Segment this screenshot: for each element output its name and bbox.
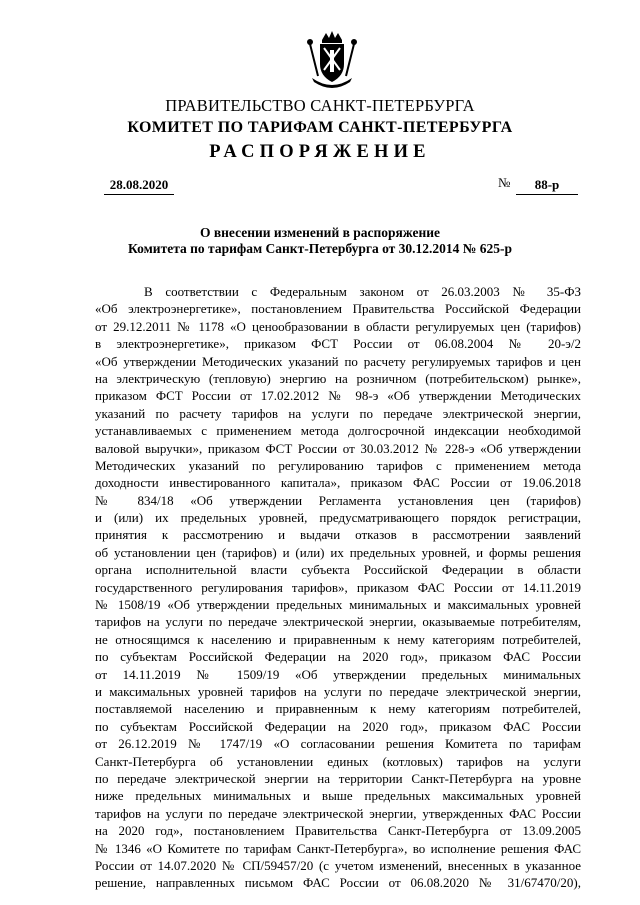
government-title: ПРАВИТЕЛЬСТВО САНКТ-ПЕТЕРБУРГА bbox=[165, 96, 475, 115]
body-text-line: указаний по расчету тарифов на услуги по передаче электрической энергии, bbox=[95, 405, 581, 421]
body-text-line: по субъектам Российской Федерации на 2020 год», приказом ФАС России bbox=[95, 649, 581, 665]
subject-line: Комитета по тарифам Санкт-Петербурга от 30.12.2014 № 625-р bbox=[128, 241, 512, 256]
body-text-line: доходности инвестированного капитала», приказом ФАС России от 19.06.2018 bbox=[95, 475, 581, 491]
body-text-line: об установлении цен (тарифов) и (или) их предельных уровней, и формы решения bbox=[95, 544, 581, 560]
body-text-line: ниже предельных минимальных и выше предельных максимальных уровней bbox=[95, 788, 581, 804]
body-text-line: не относящимся к населению и приравненным к нему категориям потребителей, bbox=[95, 631, 581, 647]
body-text-line: государственного регулирования тарифов», приказом ФАС России от 14.11.2019 bbox=[95, 579, 581, 595]
body-text-line: принятия к рассмотрению и выдачи отказов в рассмотрении заявлений bbox=[95, 527, 581, 543]
document-number-underline bbox=[516, 176, 578, 195]
body-text-line: по субъектам Российской Федерации на 2020 год», приказом ФАС России bbox=[95, 718, 581, 734]
coat-of-arms-emblem bbox=[302, 30, 362, 94]
body-text-line: от 14.11.2019 № 1509/19 «Об утверждении предельных минимальных bbox=[95, 666, 581, 682]
body-text-line: в электроэнергетике», приказом ФСТ России от 06.08.2004 № 20-э/2 bbox=[95, 336, 581, 352]
subject-line: О внесении изменений в распоряжение bbox=[199, 225, 441, 240]
body-text-line: органа исполнительной власти субъекта Российской Федерации в области bbox=[95, 562, 581, 578]
body-text-line: поставляемой населению и приравненным к нему категориям потребителей, bbox=[95, 701, 581, 717]
body-text-line: от 29.12.2011 № 1178 «О ценообразовании в области регулируемых цен (тарифов) bbox=[95, 318, 581, 334]
document-number-field bbox=[498, 176, 578, 192]
body-text-line: на электрическую (тепловую) энергию на розничном (потребительском) рынке», bbox=[95, 370, 581, 386]
body-text-line: «Об электроэнергетике», постановлением Правительства Российской Федерации bbox=[95, 301, 581, 317]
body-text-line: России от 14.07.2020 № СП/59457/20 (с учетом изменений, внесенных в указанное bbox=[95, 857, 581, 873]
document-number: 88-р bbox=[534, 177, 560, 192]
body-text-line: В соответствии с Федеральным законом от 26.03.2003 № 35-ФЗ bbox=[144, 284, 581, 299]
document-type: РАСПОРЯЖЕНИЕ bbox=[209, 142, 431, 162]
body-text-line: тарифов на услуги по передаче электрической энергии, утвержденных ФАС России bbox=[95, 805, 581, 821]
number-sign: № bbox=[498, 175, 511, 190]
document-date-field bbox=[104, 176, 174, 195]
body-text-line: № 1346 «О Комитете по тарифам Санкт-Петербурга», во исполнение решения ФАС bbox=[95, 840, 581, 856]
body-text-line: решение, направленных письмом ФАС России от 06.08.2020 № 31/67470/20), bbox=[95, 875, 581, 891]
document-subject bbox=[0, 225, 640, 257]
document-date: 28.08.2020 bbox=[109, 177, 169, 192]
committee-title: КОМИТЕТ ПО ТАРИФАМ САНКТ-ПЕТЕРБУРГА bbox=[127, 119, 513, 136]
body-text-line: № 834/18 «Об утверждении Регламента установления цен (тарифов) bbox=[95, 492, 581, 508]
body-text-line: приказом ФСТ России от 17.02.2012 № 98-э «Об утверждении Методических bbox=[95, 388, 581, 404]
body-text-line: по передаче электрической энергии на территории Санкт-Петербурга на уровне bbox=[95, 770, 581, 786]
body-text-line: тарифов на услуги по передаче электрической энергии, оказываемые потребителям, bbox=[95, 614, 581, 630]
body-text-line: Санкт-Петербурга об установлении единых (котловых) тарифов на услуги bbox=[95, 753, 581, 769]
body-text-line: и максимальных уровней тарифов на услуги по передаче электрической энергии, bbox=[95, 683, 581, 699]
body-text-line: валовой выручки», приказом ФСТ России от 30.03.2012 № 228-э «Об утверждении bbox=[95, 440, 581, 456]
body-text-line: от 26.12.2019 № 1747/19 «О согласовании решения Комитета по тарифам bbox=[95, 736, 581, 752]
body-text-line: № 1508/19 «Об утверждении предельных минимальных и максимальных уровней bbox=[95, 597, 581, 613]
body-text-line: устанавливаемых с применением метода долгосрочной индексации необходимой bbox=[95, 423, 581, 439]
body-text-line: Методических указаний по регулированию тарифов с применением метода bbox=[95, 457, 581, 473]
body-text-line: и (или) их предельных уровней, предусматривающего порядок регистрации, bbox=[95, 510, 581, 526]
body-text-line: «Об утверждении Методических указаний по расчету регулируемых тарифов и цен bbox=[95, 353, 581, 369]
document-body bbox=[95, 283, 581, 892]
body-text-line: на 2020 год», постановлением Правительства Санкт-Петербурга от 13.09.2005 bbox=[95, 823, 581, 839]
